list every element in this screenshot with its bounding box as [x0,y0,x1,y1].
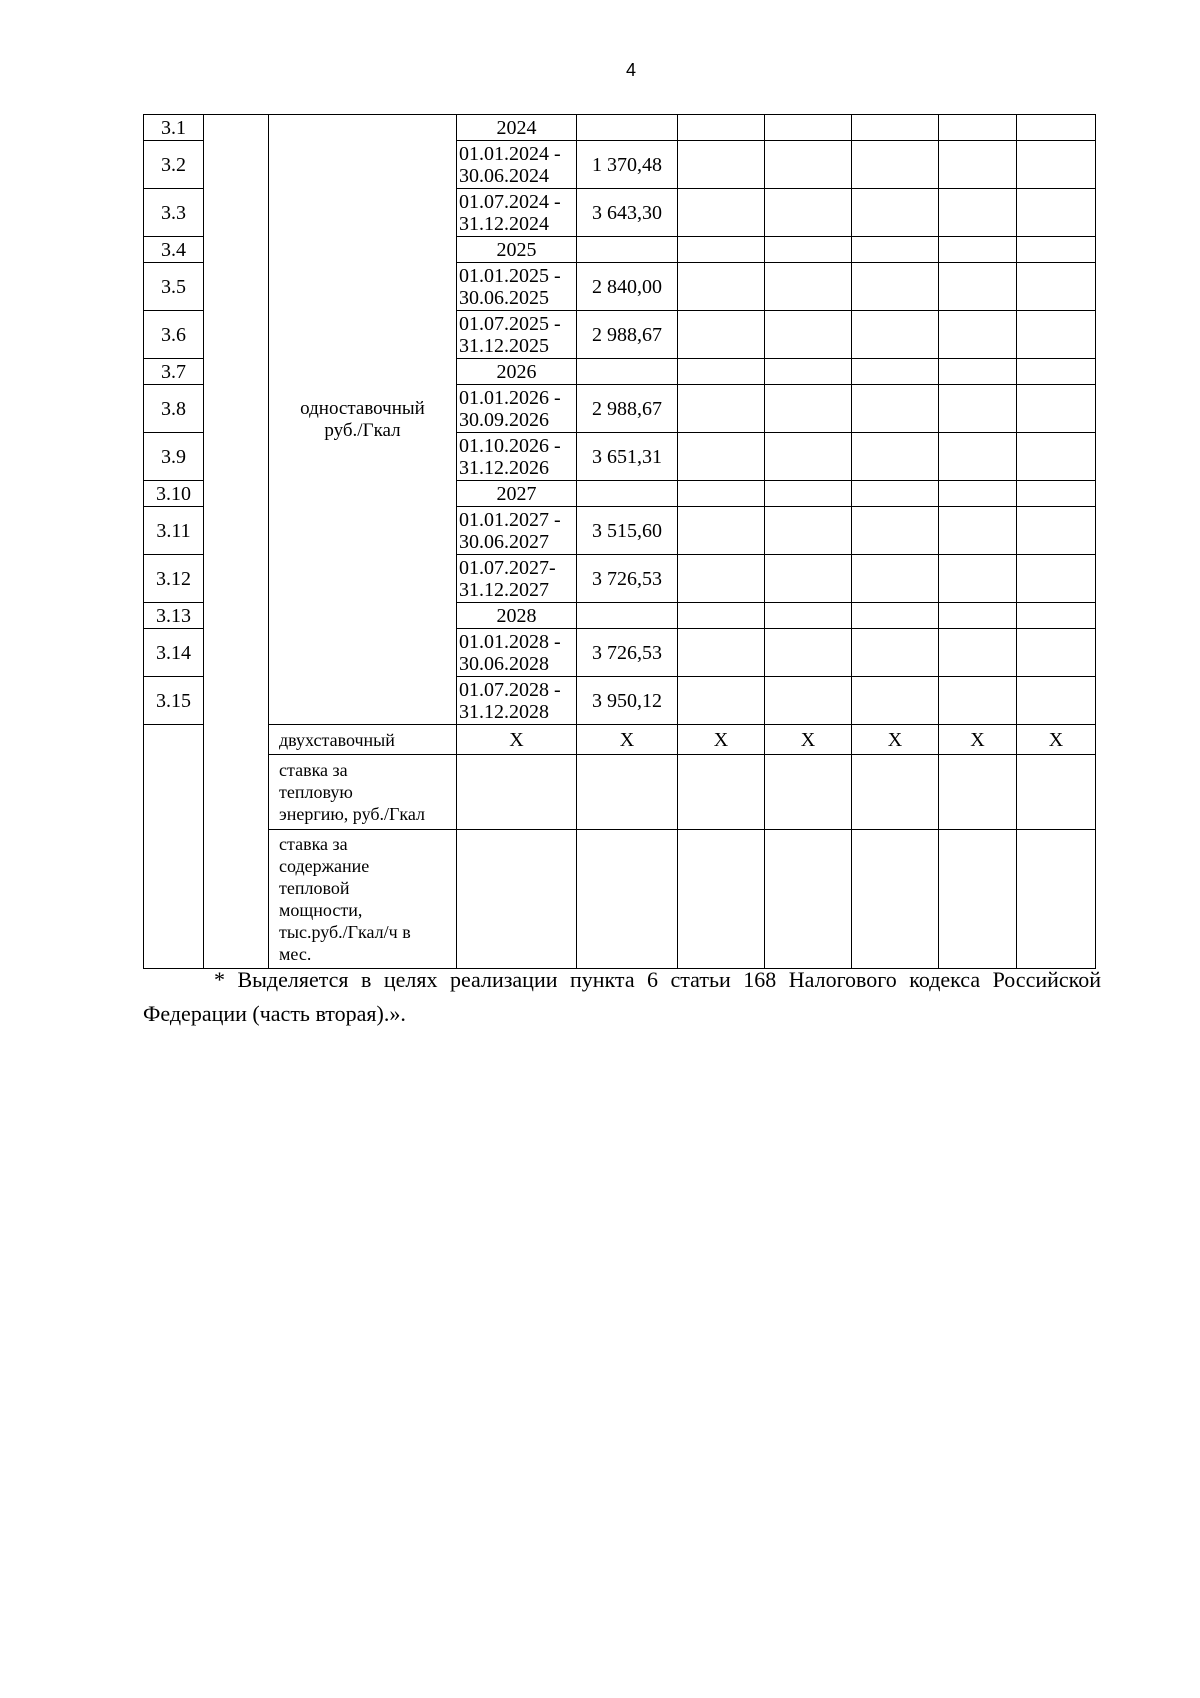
empty-cell [765,263,852,311]
period-cell: 01.01.2028 - 30.06.2028 [457,629,577,677]
period-cell: 01.01.2024 - 30.06.2024 [457,141,577,189]
empty-cell [1017,830,1096,969]
empty-cell [765,507,852,555]
tariff-value-cell: 2 840,00 [577,263,678,311]
empty-cell [678,677,765,725]
empty-cell [939,263,1017,311]
empty-cell [1017,677,1096,725]
empty-cell [852,629,939,677]
empty-cell [678,629,765,677]
period-cell: 01.07.2028 - 31.12.2028 [457,677,577,725]
empty-cell [765,481,852,507]
energy-rate-row [144,755,1096,830]
tariff-value-cell: 3 515,60 [577,507,678,555]
empty-cell [939,115,1017,141]
empty-cell [852,237,939,263]
empty-cell [457,830,577,969]
empty-cell [852,677,939,725]
empty-cell [852,481,939,507]
not-applicable-mark: Х [939,725,1017,755]
empty-cell [939,677,1017,725]
tariff-value-cell: 3 726,53 [577,629,678,677]
row-number-cell: 3.12 [144,555,204,603]
empty-cell [765,677,852,725]
year-cell: 2028 [457,603,577,629]
year-cell: 2025 [457,237,577,263]
empty-cell [852,385,939,433]
empty-cell [939,507,1017,555]
period-cell: 01.07.2024 - 31.12.2024 [457,189,577,237]
empty-cell [939,603,1017,629]
empty-cell [939,481,1017,507]
empty-cell [852,507,939,555]
empty-cell [1017,385,1096,433]
row-number-cell: 3.10 [144,481,204,507]
empty-cell [765,141,852,189]
year-cell: 2024 [457,115,577,141]
empty-cell [1017,311,1096,359]
capacity-rate-label-cell: ставка за содержание тепловой мощности, тыс.руб./Гкал/ч в мес. [269,830,457,969]
empty-cell [852,141,939,189]
row-number-cell [144,725,204,969]
empty-cell [1017,189,1096,237]
empty-cell [678,755,765,830]
tariff-value-cell: 2 988,67 [577,311,678,359]
empty-cell [678,603,765,629]
empty-cell [678,830,765,969]
empty-cell [939,189,1017,237]
empty-cell [765,629,852,677]
empty-cell [765,311,852,359]
not-applicable-mark: Х [577,725,678,755]
tariff-value-cell: 1 370,48 [577,141,678,189]
empty-cell [939,385,1017,433]
row-number-cell: 3.8 [144,385,204,433]
empty-cell [765,603,852,629]
table-row [144,115,1096,141]
empty-cell [939,755,1017,830]
empty-cell [765,359,852,385]
single-rate-label: одноставочный руб./Гкал [300,397,425,441]
empty-cell [852,311,939,359]
tariff-value-cell [577,237,678,263]
empty-cell [852,189,939,237]
empty-cell [678,433,765,481]
empty-cell [1017,433,1096,481]
empty-cell [852,359,939,385]
empty-cell [678,555,765,603]
capacity-rate-row [144,830,1096,969]
row-number-cell: 3.3 [144,189,204,237]
empty-cell [678,141,765,189]
two-rate-row [144,725,1096,755]
single-rate-label-cell [269,115,457,725]
empty-cell [939,830,1017,969]
tariff-value-cell [577,115,678,141]
empty-cell [1017,115,1096,141]
row-number-cell: 3.2 [144,141,204,189]
energy-rate-label-cell: ставка за тепловую энергию, руб./Гкал [269,755,457,830]
empty-cell [1017,555,1096,603]
row-number-cell: 3.5 [144,263,204,311]
empty-cell [678,359,765,385]
tariff-table [143,114,1096,969]
year-cell: 2026 [457,359,577,385]
empty-cell [1017,629,1096,677]
empty-cell [457,755,577,830]
row-number-cell: 3.1 [144,115,204,141]
empty-cell [852,603,939,629]
tariff-value-cell: 3 950,12 [577,677,678,725]
two-rate-label-cell: двухставочный [269,725,457,755]
footnote [143,963,1101,1031]
tariff-value-cell [577,481,678,507]
empty-cell [765,237,852,263]
empty-cell [678,507,765,555]
tariff-value-cell: 3 651,31 [577,433,678,481]
row-number-cell: 3.9 [144,433,204,481]
row-number-cell: 3.7 [144,359,204,385]
empty-cell [852,263,939,311]
empty-cell [939,311,1017,359]
footnote-text: * Выделяется в целях реализации пункта 6 статьи 168 Налогового кодекса Российской Федерации (часть вторая).». [143,967,1101,1026]
not-applicable-mark: Х [1017,725,1096,755]
not-applicable-mark: Х [678,725,765,755]
empty-cell [939,359,1017,385]
empty-cell [939,433,1017,481]
empty-cell [852,555,939,603]
empty-cell [765,830,852,969]
empty-cell [765,189,852,237]
tariff-value-cell: 3 643,30 [577,189,678,237]
empty-cell [678,385,765,433]
row-number-cell: 3.14 [144,629,204,677]
empty-cell [678,115,765,141]
not-applicable-mark: Х [765,725,852,755]
empty-cell [852,433,939,481]
empty-cell [1017,237,1096,263]
period-cell: 01.07.2025 - 31.12.2025 [457,311,577,359]
empty-cell [1017,359,1096,385]
empty-cell [765,115,852,141]
tariff-value-cell [577,359,678,385]
empty-cell [765,755,852,830]
empty-cell [678,189,765,237]
period-cell: 01.10.2026 - 31.12.2026 [457,433,577,481]
tariff-value-cell: 3 726,53 [577,555,678,603]
page-number: 4 [625,60,636,80]
empty-cell [852,830,939,969]
period-cell: 01.01.2025 - 30.06.2025 [457,263,577,311]
empty-cell [678,481,765,507]
empty-cell [1017,481,1096,507]
empty-cell [678,311,765,359]
period-cell: 01.07.2027- 31.12.2027 [457,555,577,603]
row-number-cell: 3.4 [144,237,204,263]
empty-cell [852,115,939,141]
empty-cell [1017,263,1096,311]
tariff-table-body [144,115,1096,969]
not-applicable-mark: Х [457,725,577,755]
tariff-value-cell [577,603,678,629]
empty-cell [577,830,678,969]
period-cell: 01.01.2026 - 30.09.2026 [457,385,577,433]
not-applicable-mark: Х [852,725,939,755]
tariff-value-cell: 2 988,67 [577,385,678,433]
empty-cell [1017,141,1096,189]
row-number-cell: 3.6 [144,311,204,359]
empty-cell [577,755,678,830]
empty-cell [939,141,1017,189]
empty-cell [1017,603,1096,629]
year-cell: 2027 [457,481,577,507]
empty-cell [765,433,852,481]
period-cell: 01.01.2027 - 30.06.2027 [457,507,577,555]
empty-cell [678,263,765,311]
empty-cell [765,555,852,603]
empty-cell [939,555,1017,603]
row-number-cell: 3.15 [144,677,204,725]
empty-cell [852,755,939,830]
empty-cell [1017,507,1096,555]
blank-column-cell [204,115,269,969]
empty-cell [939,629,1017,677]
row-number-cell: 3.11 [144,507,204,555]
empty-cell [678,237,765,263]
empty-cell [765,385,852,433]
row-number-cell: 3.13 [144,603,204,629]
empty-cell [939,237,1017,263]
empty-cell [1017,755,1096,830]
